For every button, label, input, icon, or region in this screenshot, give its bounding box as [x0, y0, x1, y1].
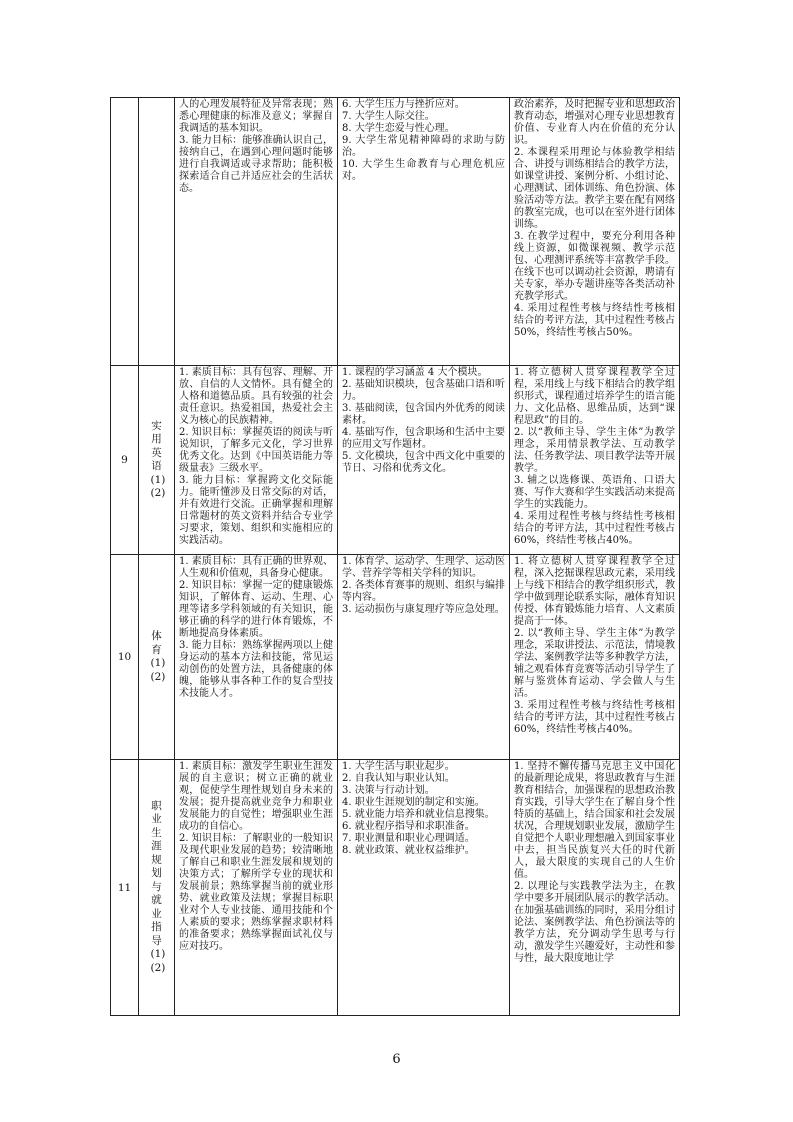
requirement-text: 1. 将立德树人贯穿课程教学全过程，采用线上与线下相结合的教学组织形式，课程通过培养学生的语言能力、文化品格、思维品质，达到“课程思政”的目的。	[514, 367, 675, 426]
table-row	[111, 366, 680, 555]
goal-text: 1. 素质目标：激发学生职业生涯发展的自主意识；树立正确的就业观，促使学生理性规划自身未来的发展；提升提高就业竞争力和职业发展能力的自觉性；增强职业生涯成功的自信心。	[179, 761, 333, 832]
content-item: 7. 大学生人际交往。	[342, 111, 435, 122]
goals-cell	[175, 760, 338, 1016]
goal-text: 人的心理发展特征及异常表现；熟悉心理健康的标准及意义；掌握自我调适的基本知识。	[179, 99, 333, 134]
requirements-cell	[510, 555, 680, 760]
table-row	[111, 98, 680, 366]
goal-text: 3. 能力目标：掌握跨文化交际能力。能听懂涉及日常交际的对话，并有效进行交流。正确掌握和理解日常题材的英文资料并结合专业学习要求，策划、组织和实施相应的实践活动。	[179, 475, 333, 546]
goal-text: 3. 能力目标：能够准确认识自己，接纳自己，在遇到心理问题时能够进行自我调适或寻求帮助；能积极探索适合自己并适应社会的生活状态。	[179, 135, 333, 194]
row-number-cell: 10	[111, 555, 139, 760]
requirement-text: 2. 以理论与实践教学法为主，在教学中要多开展团队展示的教学活动。在加强基础训练的同时，采用分组讨论法、案例教学法、角色扮演法等的教学方法，充分调动学生思考与行动，激发学生兴趣爱好，主动性和参与性，最大限度地让学	[514, 881, 675, 964]
course-name-cell	[139, 760, 175, 1016]
row-number-cell: 9	[111, 366, 139, 555]
curriculum-table	[110, 97, 680, 1016]
content-item: 1. 课程的学习涵盖 4 大个模块。	[342, 367, 488, 378]
content-item: 8. 大学生恋爱与性心理。	[342, 123, 455, 134]
goals-cell	[175, 366, 338, 555]
content-item: 10. 大学生生命教育与心理危机应对。	[342, 159, 505, 182]
course-name-cell	[139, 555, 175, 760]
content-item: 5. 就业能力培养和就业信息搜集。	[342, 809, 495, 820]
goal-text: 3. 能力目标：熟练掌握两项以上健身运动的基本方法和技能，常见运动创伤的处置方法，具备健康的体魄，能够从事各种工作的复合型技术技能人才。	[179, 640, 333, 699]
content-item: 5. 文化模块，包含中西文化中重要的节日、习俗和优秀文化。	[342, 451, 505, 474]
row-number-cell: 11	[111, 760, 139, 1016]
requirement-text: 3. 在教学过程中，要充分利用各种线上资源，如微课视频、教学示范包、心理测评系统等丰富教学手段。在线下也可以调动社会资源，聘请有关专家，举办专题讲座等各类活动补充教学形式。	[514, 231, 675, 302]
requirement-text: 3. 辅之以选修课、英语角、口语大赛、写作大赛和学生实践活动来提高学生的实践能力。	[514, 475, 675, 510]
content-item: 2. 各类体育赛事的规则、组织与编排等内容。	[342, 580, 505, 603]
content-item: 6. 就业程序指导和求职准备。	[342, 821, 475, 832]
goals-cell	[175, 98, 338, 366]
course-name: 实用英语(1)(2)	[150, 419, 166, 499]
content-cell	[338, 760, 510, 1016]
table-row	[111, 555, 680, 760]
content-item: 6. 大学生压力与挫折应对。	[342, 99, 465, 110]
goal-text: 1. 素质目标：具有正确的世界观、人生观和价值观，具备身心健康。	[179, 556, 333, 579]
content-item: 3. 决策与行动计划。	[342, 785, 435, 796]
content-cell	[338, 366, 510, 555]
requirement-text: 2. 以“教师主导、学生主体”为教学理念，采用情景教学法、互动教学法、任务教学法、项目教学法等开展教学。	[514, 427, 675, 474]
content-item: 9. 大学生常见精神障碍的求助与防治。	[342, 135, 505, 158]
row-number-cell	[111, 98, 139, 366]
content-cell	[338, 555, 510, 760]
content-item: 3. 运动损伤与康复理疗等应急处理。	[342, 604, 505, 615]
requirements-cell	[510, 98, 680, 366]
goal-text: 1. 素质目标：具有包容、理解、开放、自信的人文情怀。具有健全的人格和道德品质。具有较强的社会责任意识。热爱祖国，热爱社会主义为核心的民族精神。	[179, 367, 333, 426]
goal-text: 2. 知识目标：了解职业的一般知识及现代职业发展的趋势；较清晰地了解自己和职业生涯发展和规划的决策方式；了解所学专业的现状和发展前景；熟练掌握当前的就业形势、就业政策及法规；掌握目标职业对个人专业技能、通用技能和个人素质的要求；熟练掌握求职材料的准备要求；熟练掌握面试礼仪与应对技巧。	[179, 833, 333, 952]
requirement-text: 政治素养，及时把握专业和思想政治教育动态，增强对心理专业思想教育价值、专业育人内在价值的充分认识。	[514, 99, 675, 146]
content-item: 2. 基础知识模块，包含基础口语和听力。	[342, 379, 505, 402]
requirements-cell	[510, 760, 680, 1016]
goal-text: 2. 知识目标：掌握一定的健康锻炼知识，了解体育、运动、生理、心理等诸多学科领域的有关知识，能够正确的科学的进行体育锻炼，不断地提高身体素质。	[179, 580, 333, 639]
course-name: 职业生涯规划与就业指导(1)(2)	[150, 799, 166, 974]
table-row	[111, 760, 680, 1016]
content-item: 1. 体育学、运动学、生理学、运动医学、营养学等相关学科的知识。	[342, 556, 505, 579]
content-item: 4. 基础写作，包含职场和生活中主要的应用文写作题材。	[342, 427, 505, 450]
content-item: 3. 基础阅读，包含国内外优秀的阅读素材。	[342, 403, 505, 426]
content-item: 1. 大学生活与职业起步。	[342, 761, 455, 772]
requirement-text: 1. 坚持不懈传播马克思主义中国化的最新理论成果，将思政教育与生涯教育相结合，加强课程的思想政治教育实践，引导大学生在了解自身个性特质的基础上，结合国家和社会发展状况，合理规划职业发展，激励学生自觉把个人职业理想融入到国家事业中去，担当民族复兴大任的时代新人，最大限度的实现自己的人生价值。	[514, 761, 675, 880]
course-name-cell	[139, 366, 175, 555]
course-name-cell	[139, 98, 175, 366]
requirement-text: 3. 采用过程性考核与终结性考核相结合的考评方法，其中过程性考核占60%，终结性考核占40%。	[514, 700, 675, 735]
page-number: 6	[392, 1052, 401, 1067]
requirement-text: 2. 以“教师主导、学生主体”为教学理念，采取讲授法、示范法，情境教学法、案例教学法等多种教学方法，辅之观看体育竞赛等活动引导学生了解与鉴赏体育运动、学会做人与生活。	[514, 628, 675, 699]
content-item: 8. 就业政策、就业权益维护。	[342, 845, 475, 856]
requirement-text: 1. 将立德树人贯穿课程教学全过程，深入挖掘课程思政元素，采用线上与线下相结合的教学组织形式，教学中做到理论联系实际，融体育知识传授、体育锻炼能力培育、人文素质提高于一体。	[514, 556, 675, 627]
content-item: 2. 自我认知与职业认知。	[342, 773, 455, 784]
content-cell	[338, 98, 510, 366]
goal-text: 2. 知识目标：掌握英语的阅读与听说知识，了解多元文化，学习世界优秀文化。达到《中国英语能力等级量表》三级水平。	[179, 427, 333, 474]
requirements-cell	[510, 366, 680, 555]
course-name: 体育(1)(2)	[150, 630, 166, 683]
content-item: 7. 职业测量和职业心理调适。	[342, 833, 475, 844]
requirement-text: 4. 采用过程性考核与终结性考核相结合的考评方法，其中过程性考核占50%，终结性考核占50%。	[514, 303, 675, 338]
goals-cell	[175, 555, 338, 760]
requirement-text: 2. 本课程采用理论与体验教学相结合、讲授与训练相结合的教学方法，如课堂讲授、案例分析、小组讨论、心理测试、团体训练、角色扮演、体验活动等方法。教学主要在配有网络的教室完成，也可以在室外进行团体训练。	[514, 147, 675, 230]
requirement-text: 4. 采用过程性考核与终结性考核相结合的考评方法，其中过程性考核占60%，终结性考核占40%。	[514, 511, 675, 546]
content-item: 4. 职业生涯规划的制定和实施。	[342, 797, 485, 808]
